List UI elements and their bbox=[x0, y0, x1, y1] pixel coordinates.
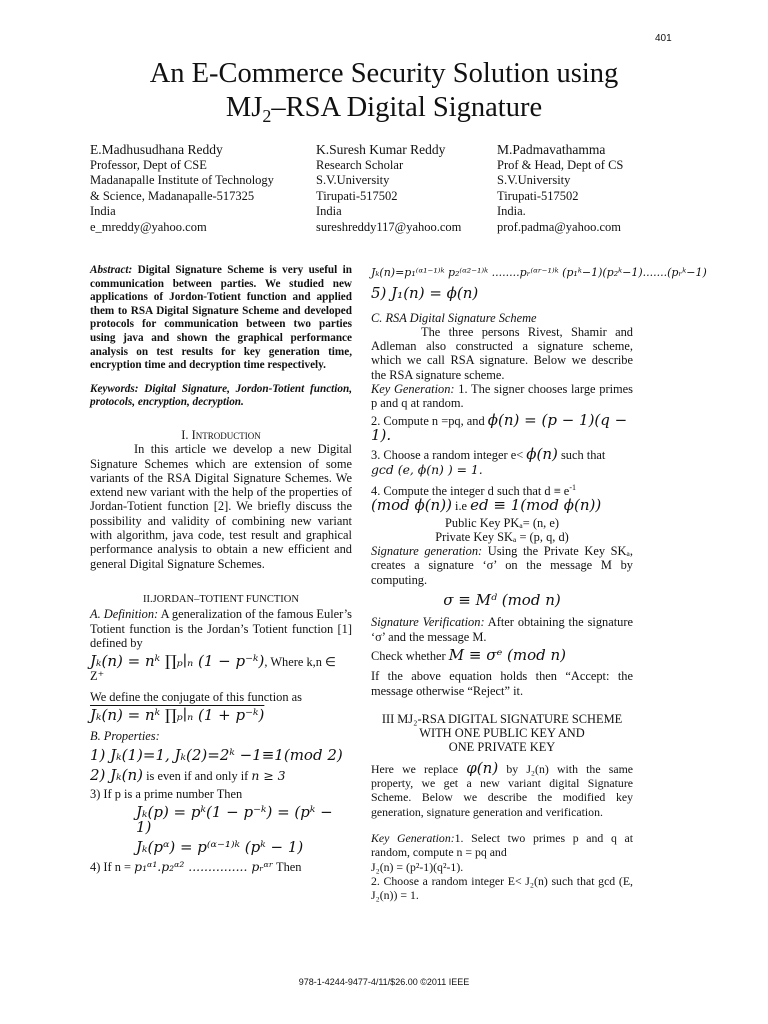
rsa-key-generation: Key Generation: 1. The signer chooses large primes p and q at random. bbox=[371, 382, 633, 411]
author-country: India. bbox=[497, 204, 526, 218]
author-affiliation: Tirupati-517502 bbox=[497, 188, 579, 203]
footer-copyright: 978-1-4244-9477-4/11/$26.00 ©2011 IEEE bbox=[298, 977, 470, 987]
section-heading-mj2-rsa: III MJ₂-RSA DIGITAL SIGNATURE SCHEME WITH ONE PUBLIC KEY AND ONE PRIVATE KEY bbox=[381, 711, 623, 755]
property-4: 4) If n = p₁ᵅ¹.p₂ᵅ² ............... pᵣᵅʳ Then bbox=[90, 859, 302, 875]
author-email[interactable]: e_mreddy@yahoo.com bbox=[90, 219, 207, 234]
private-key: Private Key SKₐ = (p, q, d) bbox=[435, 529, 569, 544]
section-heading-jordan-totient: II.JORDAN–TOTIENT FUNCTION bbox=[143, 593, 299, 605]
rsa-intro-text: The three persons Rivest, Shamir and Adleman also constructed a signature scheme, which we call RSA signature. Below we describe the RSA signature scheme. bbox=[371, 324, 633, 382]
mj2-key-generation: Key Generation:1. Select two primes p and q at random, compute n = pq and bbox=[371, 830, 633, 860]
replace-text: Here we replace φ(n) by J₂(n) with the same property, we get a new variant digital Signature Scheme. Below we describe the modified key generation, signature generation and verification. bbox=[371, 758, 633, 819]
author-affiliation: Research Scholar bbox=[316, 157, 404, 172]
equation-jordan-expanded: Jₖ(n)=p₁⁽ᵅ¹⁻¹⁾ᵏ p₂⁽ᵅ²⁻¹⁾ᵏ ........pᵣ⁽ᵅʳ⁻¹⁾ᵏ (p₁ᵏ−1)(p₂ᵏ−1).......(pᵣᵏ−1) bbox=[371, 266, 707, 279]
left-column bbox=[90, 264, 352, 875]
signature-equation: σ ≡ Mᵈ (mod n) bbox=[443, 591, 561, 610]
signature-verification: Signature Verification: After obtaining the signature ‘σ’ and the message M. bbox=[371, 615, 633, 644]
equation-jordan-totient: Jₖ(n) = nᵏ ∏ₚ∣ₙ (1 − p⁻ᵏ), Where k,n ∈ Z⁺ bbox=[90, 652, 336, 684]
author-country: India bbox=[90, 204, 116, 218]
rsa-step-4-modulus: (mod ϕ(n)) i.e ed ≡ 1(mod ϕ(n)) bbox=[371, 496, 602, 515]
page-number: 401 bbox=[655, 33, 672, 44]
abstract: Abstract: Digital Signature Scheme is very useful in communication between parties. We studied new applications of Jordon-Totient function and applied them to RSA Digital Signature Scheme and developed protocols for communication between two parties using java and shown the graphical performance analysis on test results for key generation time, encryption time and decryption time respectively. bbox=[90, 264, 352, 372]
author-block-3 bbox=[497, 142, 623, 235]
public-key: Public Key PKₐ= (n, e) bbox=[445, 515, 559, 530]
rsa-step-3: 3. Choose a random integer e< ϕ(n) such that bbox=[371, 445, 606, 464]
accept-text: If the above equation holds then “Accept: the message otherwise “Reject” it. bbox=[371, 669, 633, 698]
signature-generation: Signature generation: Using the Private Key SKₐ, creates a signature ‘σ’ on the message M by computing. bbox=[371, 544, 633, 587]
properties-label: B. Properties: bbox=[90, 729, 160, 744]
author-name: M.Padmavathamma bbox=[497, 142, 606, 157]
author-name: E.Madhusudhana Reddy bbox=[90, 142, 223, 157]
keywords: Keywords: Digital Signature, Jordon-Totient function, protocols, encryption, decryption. bbox=[90, 382, 352, 409]
property-3-eq2: Jₖ(pᵅ) = p⁽ᵅ⁻¹⁾ᵏ (pᵏ − 1) bbox=[136, 838, 304, 857]
author-affiliation: Tirupati-517502 bbox=[316, 188, 398, 203]
author-affiliation: Madanapalle Institute of Technology bbox=[90, 173, 274, 187]
equation-5: 5) J₁(n) = ϕ(n) bbox=[371, 284, 479, 303]
paper-title bbox=[40, 57, 728, 133]
title-line-2: $MJ_2$–RSA Digital Signature bbox=[225, 92, 543, 126]
check-equation: Check whether M ≡ σᵉ (mod n) bbox=[371, 645, 567, 664]
right-column bbox=[371, 266, 707, 903]
rsa-step-3-gcd: gcd (e, ϕ(n) ) = 1. bbox=[371, 461, 483, 477]
author-name: K.Suresh Kumar Reddy bbox=[316, 142, 446, 157]
introduction-text: In this article we develop a new Digital Signature Schemes which are extension of some variants of the RSA Digital Signature Schemes. We extend new variant with the help of the properties of Jordan-Totient function [2]. We briefly discuss the possibility and validity of combining new variant with algorithm, java code, test result and graphical performance analysis to obtain a new efficient and general Digital Signature Schemes. bbox=[90, 442, 352, 571]
definition-text: A. Definition: A generalization of the famous Euler’s Totient function is the Jordan’s Totient function [1] defined by bbox=[90, 607, 352, 650]
mj2-key-generation-line3: 2. Choose a random integer E< J₂(n) such that gcd (E, J₂(n)) = 1. bbox=[371, 873, 633, 903]
section-heading-introduction: I. Introduction bbox=[181, 427, 261, 442]
author-email[interactable]: sureshreddy117@yahoo.com bbox=[316, 219, 462, 234]
property-1: 1) Jₖ(1)=1, Jₖ(2)=2ᵏ −1≡1(mod 2) bbox=[90, 745, 343, 764]
title-line-1: An E-Commerce Security Solution using bbox=[149, 58, 619, 89]
author-affiliation: Professor, Dept of CSE bbox=[90, 157, 207, 172]
subsection-heading-rsa: C. RSA Digital Signature Scheme bbox=[371, 310, 537, 325]
author-affiliation: Prof & Head, Dept of CS bbox=[497, 157, 624, 172]
conjugate-text: We define the conjugate of this function as bbox=[90, 689, 302, 704]
property-3-eq1: Jₖ(p) = pᵏ(1 − p⁻ᵏ) = (pᵏ − 1) bbox=[136, 803, 333, 836]
author-email[interactable]: prof.padma@yahoo.com bbox=[497, 219, 621, 234]
property-2: 2) Jₖ(n) is even if and only if n ≥ 3 bbox=[90, 765, 286, 784]
author-affiliation: S.V.University bbox=[316, 173, 390, 187]
equation-conjugate: Jₖ(n) = nᵏ ∏ₚ∣ₙ (1 + p⁻ᵏ) bbox=[90, 705, 265, 724]
property-3: 3) If p is a prime number Then bbox=[90, 787, 243, 802]
author-affiliation: & Science, Madanapalle-517325 bbox=[90, 188, 255, 203]
author-block-1 bbox=[90, 142, 274, 235]
rsa-step-4: 4. Compute the integer d such that $d \equiv e^{-1}$ bbox=[371, 482, 576, 498]
rsa-step-2: 2. Compute n =pq, and ϕ(n) = (p − 1)(q − 1). bbox=[371, 410, 628, 444]
author-block-2 bbox=[316, 142, 461, 235]
mj2-key-generation-line2: J₂(n) = (p²-1)(q²-1). bbox=[371, 859, 464, 874]
author-affiliation: S.V.University bbox=[497, 173, 571, 187]
author-country: India bbox=[316, 204, 342, 218]
